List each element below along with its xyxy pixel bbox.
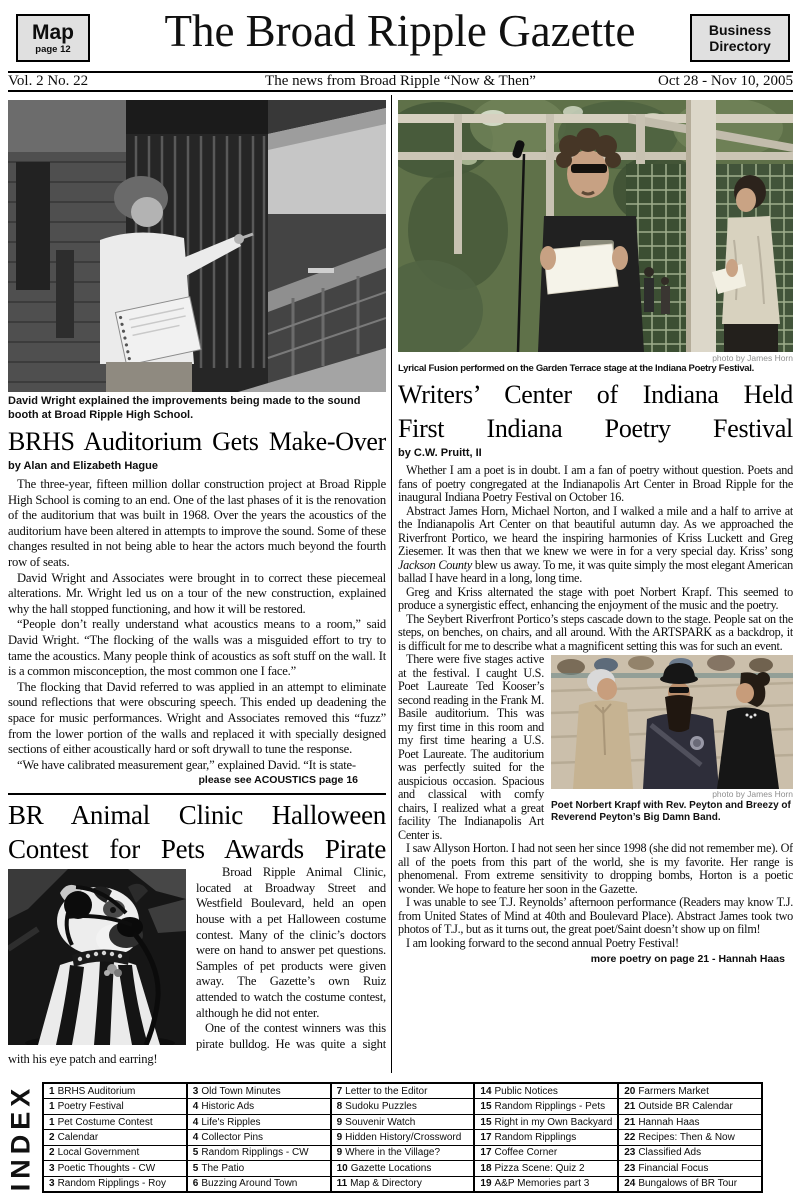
map-box-subtitle: page 12 bbox=[35, 43, 71, 55]
index-entry: 4 Life's Ripples bbox=[188, 1115, 330, 1130]
index-entry: 17 Coffee Corner bbox=[475, 1146, 617, 1161]
business-directory-box bbox=[690, 14, 790, 62]
index-entry: 24 Bungalows of BR Tour bbox=[624, 1178, 738, 1190]
left-column bbox=[8, 100, 386, 1076]
directory-box-line2: Directory bbox=[709, 38, 771, 54]
index-entry: 4 Collector Pins bbox=[188, 1130, 330, 1145]
index-entry: 9 Souvenir Watch bbox=[332, 1115, 474, 1130]
index-column bbox=[332, 1084, 476, 1191]
brhs-photo-caption: David Wright explained the improvements being made to the sound booth at Broad Ripple High School. bbox=[8, 395, 361, 421]
map-box-title: Map bbox=[32, 20, 74, 44]
paragraph: “We have calibrated measurement gear,” explained David. “It is state- bbox=[17, 757, 356, 772]
index-entry: 23 Classified Ads bbox=[619, 1146, 761, 1161]
masthead-info-row bbox=[8, 73, 793, 90]
index-entry: 5 Random Ripplings - CW bbox=[188, 1146, 330, 1161]
krapf-photo-credit: photo by James Horn bbox=[712, 789, 793, 799]
index-entry: 15 Right in my Own Backyard bbox=[475, 1115, 617, 1130]
index-entry: 17 Random Ripplings bbox=[475, 1130, 617, 1145]
brhs-byline: by Alan and Elizabeth Hague bbox=[8, 460, 158, 472]
index-entry: 18 Pizza Scene: Quiz 2 bbox=[475, 1161, 617, 1176]
krapf-photo-illustration bbox=[551, 655, 793, 789]
index-entry: 3 Old Town Minutes bbox=[188, 1084, 330, 1099]
index-column bbox=[188, 1084, 332, 1191]
index-entry: 21 Outside BR Calendar bbox=[619, 1099, 761, 1114]
poetry-byline: by C.W. Pruitt, II bbox=[398, 447, 482, 459]
index-entry: 5 The Patio bbox=[188, 1161, 330, 1176]
index-table bbox=[42, 1082, 763, 1193]
column-divider bbox=[391, 95, 392, 1073]
index-entry: 9 Hidden History/Crossword bbox=[332, 1130, 474, 1145]
index-label-text: INDEX bbox=[5, 1083, 36, 1192]
index-entry: 2 Calendar bbox=[44, 1130, 186, 1145]
poetry-headline-line1: Writers’ Center of Indiana Held bbox=[398, 380, 793, 409]
brhs-jump-line: please see ACOUSTICS page 16 bbox=[198, 774, 358, 787]
paragraph: I am looking forward to the second annual Poetry Festival! bbox=[406, 935, 679, 950]
poetry-festival-photo bbox=[398, 100, 793, 352]
index-entry: 6 Buzzing Around Town bbox=[192, 1178, 298, 1190]
paragraph: I saw Allyson Horton. I had not seen her since 1998 (she did not remember me). Of all of the poets from this part of the world, she is my favorite. Her range is phenomenal. From extreme sensitivity to dropping bombs, Horton is a poetic wonder. We hope to feature her soon in the Gazette. bbox=[398, 841, 793, 896]
krapf-photo-caption: Poet Norbert Krapf with Rev. Peyton and Breezy of Reverend Peyton’s Big Damn Band. bbox=[551, 800, 791, 823]
poetry-jump-line: more poetry on page 21 - Hannah Haas bbox=[590, 953, 785, 965]
index-entry: 20 Farmers Market bbox=[619, 1084, 761, 1099]
right-column bbox=[398, 100, 793, 1076]
index-entry: 1 Poetry Festival bbox=[44, 1099, 186, 1114]
paragraph: The three-year, fifteen million dollar construction project at Broad Ripple High School is coming to an end. One of the last phases of it is the renovation of the auditorium that was built in 1968. Over the years the acoustics of the auditorium have been altered in attempts to improve the sound. Some of these changes resulted in not being able to hear the actors much beyond the fourth row of seats. bbox=[8, 477, 386, 569]
index-entry: 4 Historic Ads bbox=[188, 1099, 330, 1114]
poetry-photo-caption: Lyrical Fusion performed on the Garden Terrace stage at the Indiana Poetry Festival. bbox=[398, 363, 754, 374]
index-entry: 22 Recipes: Then & Now bbox=[619, 1130, 761, 1145]
index-entry: 9 Where in the Village? bbox=[332, 1146, 474, 1161]
bulldog-photo-illustration bbox=[8, 869, 186, 1045]
tagline: The news from Broad Ripple “Now & Then” bbox=[265, 73, 536, 89]
index-entry: 23 Financial Focus bbox=[619, 1161, 761, 1176]
paragraph: There were five stages active at the festival. I caught U.S. Poet Laureate Ted Kooser’s second reading in the Frank M. Basile auditorium. This was my first time in this room and my first time hearing a U.S. Poet Laureate. The auditorium was perfectly suited for the auspicious occasion. Spacious and classical with comfy chairs, I realized what a great facility The Indianapolis Art Center is. bbox=[398, 652, 544, 842]
pirate-bulldog-photo bbox=[8, 869, 186, 1045]
index-column bbox=[619, 1084, 761, 1191]
index-entry: 15 Random Ripplings - Pets bbox=[475, 1099, 617, 1114]
paragraph-text: Abstract James Horn, Michael Norton, and I walked a mile and a half to arrive at the Indianapolis Art Center on that beautiful autumn day. As we approached the Riverfront Portico, we heard the inspiring harmonies of Kriss Luckett and Greg Ziesemer. It was then that we knew we were in for a very special day. Kriss’ song bbox=[398, 503, 793, 558]
paragraph: Broad Ripple Animal Clinic, located at Broadway Street and Westfield Boulevard, held an open house with a pet Halloween costume contest. Many of the clinic’s doctors were on hand to answer pet questions. Samples of pet products were given away. The Gazette’s own Ruiz attended to watch the costume contest, although he did not enter. bbox=[196, 865, 386, 1020]
pirate-headline-line1: BR Animal Clinic Halloween bbox=[8, 800, 386, 831]
paragraph: I was unable to see T.J. Reynolds’ afternoon performance (Readers may know T.J. from United States of Mind at 40th and Boulevard Place). Abstract James took two photos of T.J., but as it turns out, the great poet/Saint doesn’t show up on film! bbox=[398, 895, 793, 936]
poetry-photo-credit: photo by James Horn bbox=[712, 353, 793, 363]
paragraph-text: blew us away. To me, it was quite simply the most elegant American ballad I have heard in a long, long time. bbox=[398, 557, 793, 585]
paragraph: David Wright and Associates were brought in to correct these piecemeal alterations. Mr. Wright led us on a tour of the new construction, explained why the hall stopped functioning, and how it will be restored. bbox=[8, 570, 386, 616]
masthead-rule-bottom bbox=[8, 90, 793, 92]
brhs-article-body bbox=[8, 477, 386, 773]
poetry-article-body bbox=[398, 464, 793, 950]
newspaper-title: The Broad Ripple Gazette bbox=[164, 6, 636, 56]
paragraph: “People don’t really understand what acoustics means to a room,” said David Wright. “The flocking of the walls was a misguided effort to try to tame the acoustics. Many people think of acoustics as soft stuff on the wall. It is a common misconception, the most common one I face.” bbox=[8, 617, 386, 679]
pirate-article-body bbox=[8, 865, 386, 1068]
issue-dates: Oct 28 - Nov 10, 2005 bbox=[658, 73, 793, 89]
pirate-headline-line2: Contest for Pets Awards Pirate bbox=[8, 834, 386, 865]
paragraph: Greg and Kriss alternated the stage with poet Norbert Krapf. This seemed to produce a synergistic effect, enhancing the enjoyment of the music and the poetry. bbox=[398, 584, 793, 612]
index-label bbox=[2, 1082, 40, 1193]
index-entry: 3 Random Ripplings - Roy bbox=[49, 1178, 166, 1190]
article-separator-rule bbox=[8, 793, 386, 795]
directory-box-line1: Business bbox=[708, 22, 772, 38]
paragraph: Whether I am a poet is in doubt. I am a fan of poetry without question. Poets and fans of poetry congregated at the Indianapolis Art Center in Broad Ripple for the inaugural Indiana Poetry Festival on October 16. bbox=[398, 463, 793, 504]
index-column bbox=[475, 1084, 619, 1191]
index-column bbox=[44, 1084, 188, 1191]
brhs-headline: BRHS Auditorium Gets Make-Over bbox=[8, 427, 386, 456]
index-entry: 11 Map & Directory bbox=[336, 1178, 422, 1190]
index-entry: 7 Letter to the Editor bbox=[332, 1084, 474, 1099]
poetry-festival-illustration bbox=[398, 100, 793, 352]
volume-number: Vol. 2 No. 22 bbox=[8, 73, 89, 89]
index-entry: 21 Hannah Haas bbox=[619, 1115, 761, 1130]
index-entry: 2 Local Government bbox=[44, 1146, 186, 1161]
index-entry: 1 BRHS Auditorium bbox=[44, 1084, 186, 1099]
index-entry: 10 Gazette Locations bbox=[332, 1161, 474, 1176]
song-title-italic: Jackson County bbox=[398, 557, 473, 572]
index-entry: 3 Poetic Thoughts - CW bbox=[44, 1161, 186, 1176]
index-entry: 14 Public Notices bbox=[475, 1084, 617, 1099]
norbert-krapf-photo bbox=[551, 655, 793, 826]
poetry-headline-line2: First Indiana Poetry Festival bbox=[398, 414, 793, 443]
index-entry: 1 Pet Costume Contest bbox=[44, 1115, 186, 1130]
brhs-sound-booth-photo bbox=[8, 100, 386, 392]
paragraph: The Seybert Riverfront Portico’s steps cascade down to the stage. People sat on the steps, on benches, on chairs, and all around. With the ARTSPARK as a backdrop, it is difficult for me to describe what a magnificent setting this was for such an event. bbox=[398, 611, 793, 653]
brhs-photo-illustration bbox=[8, 100, 386, 392]
paragraph: The flocking that David referred to was applied in an attempt to eliminate sound reflections that were obscuring speech. This ended up deadening the space for music performances. Wright and Associates removed this “fuzz” from the lower portion of the walls and replaced it with specially designed sections of either acoustically hard or soft drywall to tune the response. bbox=[8, 679, 386, 757]
index-entry: 19 A&P Memories part 3 bbox=[480, 1178, 590, 1190]
index-entry: 8 Sudoku Puzzles bbox=[332, 1099, 474, 1114]
paragraph: One of the contest winners was this pirate bulldog. He was quite a sight with his eye patch and earring! bbox=[8, 1021, 386, 1067]
paragraph bbox=[398, 505, 793, 586]
